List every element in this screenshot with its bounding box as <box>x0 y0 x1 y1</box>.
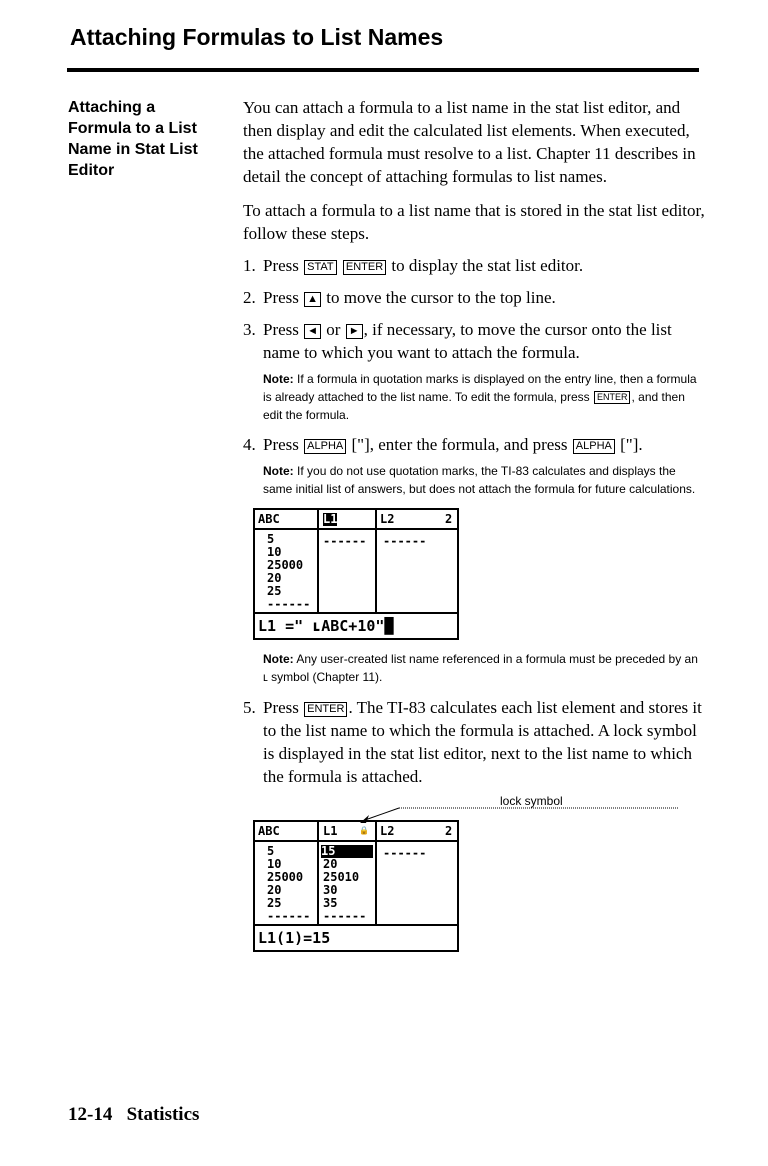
list-values-abc: 5 10 25000 20 25 ------ <box>267 844 311 923</box>
list-header-l2: L2 <box>380 824 395 838</box>
selected-cell: 15 <box>321 845 373 858</box>
title-rule <box>67 68 699 72</box>
step-number: 2. <box>243 288 256 307</box>
note-label: Note: <box>263 372 294 386</box>
step-number: 4. <box>243 435 256 454</box>
step-number: 3. <box>243 320 256 339</box>
alpha-key: ALPHA <box>304 439 346 454</box>
step-text: Press <box>263 288 299 307</box>
list-values-l2: ------ <box>383 846 427 860</box>
intro-paragraph: You can attach a formula to a list name in the stat list editor, and then display and edit the calculated list elements. When executed, the attached formula must resolve to a list. Chapter 11 describes in detail the concept of attaching formulas to list names. <box>243 98 696 186</box>
lock-symbol-callout: lock symbol <box>500 794 563 808</box>
step-1 <box>243 254 705 277</box>
list-header-l2: L2 <box>380 512 395 526</box>
side-heading-line: Formula to a List <box>68 120 197 137</box>
entry-divider <box>255 612 457 614</box>
left-arrow-key: ◄ <box>304 324 321 339</box>
list-values-l1: ------ <box>323 534 367 548</box>
list-header-l1: L1 <box>323 512 338 526</box>
enter-key: ENTER <box>343 260 386 275</box>
note-text: Any user-created list name referenced in a formula must be preceded by an ʟ symbol (Chapter 11). <box>263 652 698 684</box>
note-text: If a formula in quotation marks is displayed on the entry line, then a formula is already attached to the list name. To edit the formula, press <box>263 372 697 404</box>
calculator-screen-2 <box>253 820 459 952</box>
note-text: If you do not use quotation marks, the TI-83 calculates and displays the same initial list of answers, but does not attach the formula for future calculations. <box>263 464 696 496</box>
stat-key: STAT <box>304 260 336 275</box>
entry-line: L1(1)=15 <box>258 929 331 947</box>
column-number: 2 <box>445 824 453 838</box>
step-3 <box>243 318 705 364</box>
note-3 <box>263 650 705 686</box>
step-text: , enter the formula, and press <box>369 435 568 454</box>
quote-key: ["]. <box>620 435 643 454</box>
step-number: 1. <box>243 256 256 275</box>
page-footer: 12-14 Statistics <box>68 1104 200 1125</box>
side-heading-line: Name in Stat List <box>68 141 198 158</box>
step-text: , if necessary, to move the cursor onto the list name to which you want to attach the formula. <box>263 320 672 362</box>
entry-divider <box>255 924 457 926</box>
enter-key: ENTER <box>304 702 347 717</box>
lock-icon: 🔒 <box>359 826 369 835</box>
step-text: . The TI-83 calculates each list element and stores it to the list name to which the formula is attached. A lock symbol is displayed in the stat list editor, next to the list name to which the formula is attached. <box>263 698 702 786</box>
side-heading-line: Attaching a <box>68 99 156 116</box>
note-2 <box>263 462 705 498</box>
step-number: 5. <box>243 698 256 717</box>
step-text: Press <box>263 320 299 339</box>
entry-line: L1 =" ʟABC+10"█ <box>258 617 394 635</box>
step-text: or <box>326 320 341 339</box>
note-1 <box>263 370 705 424</box>
main-column <box>243 96 705 952</box>
side-heading-line: Editor <box>68 162 115 179</box>
note-label: Note: <box>263 464 294 478</box>
calculator-screen-1 <box>253 508 459 640</box>
step-text: Press <box>263 256 299 275</box>
up-arrow-key: ▲ <box>304 292 321 307</box>
step-text: Press <box>263 698 299 717</box>
intro-paragraph-2: To attach a formula to a list name that is stored in the stat list editor, follow these steps. <box>243 201 705 243</box>
lock-callout <box>243 794 705 818</box>
list-values-abc: 5 10 25000 20 25 ------ <box>267 532 311 611</box>
note-text: , and then edit the formula. <box>263 390 685 422</box>
step-text: to move the cursor to the top line. <box>326 288 556 307</box>
list-values-l1: 20 25010 30 35 ------ <box>323 857 367 923</box>
column-number: 2 <box>445 512 453 526</box>
note-label: Note: <box>263 652 294 666</box>
step-5 <box>243 696 705 788</box>
page-title: Attaching Formulas to List Names <box>70 24 444 50</box>
step-4 <box>243 433 705 456</box>
list-header-abc: ABC <box>258 512 280 526</box>
enter-key: ENTER <box>594 391 631 404</box>
step-2 <box>243 286 705 309</box>
quote-key: ["] <box>351 435 370 454</box>
list-header-l1: L1 <box>323 824 338 838</box>
list-values-l2: ------ <box>383 534 427 548</box>
list-header-abc: ABC <box>258 824 280 838</box>
step-text: to display the stat list editor. <box>391 256 584 275</box>
alpha-key: ALPHA <box>573 439 615 454</box>
side-heading <box>68 97 238 181</box>
step-text: Press <box>263 435 299 454</box>
right-arrow-key: ► <box>346 324 363 339</box>
